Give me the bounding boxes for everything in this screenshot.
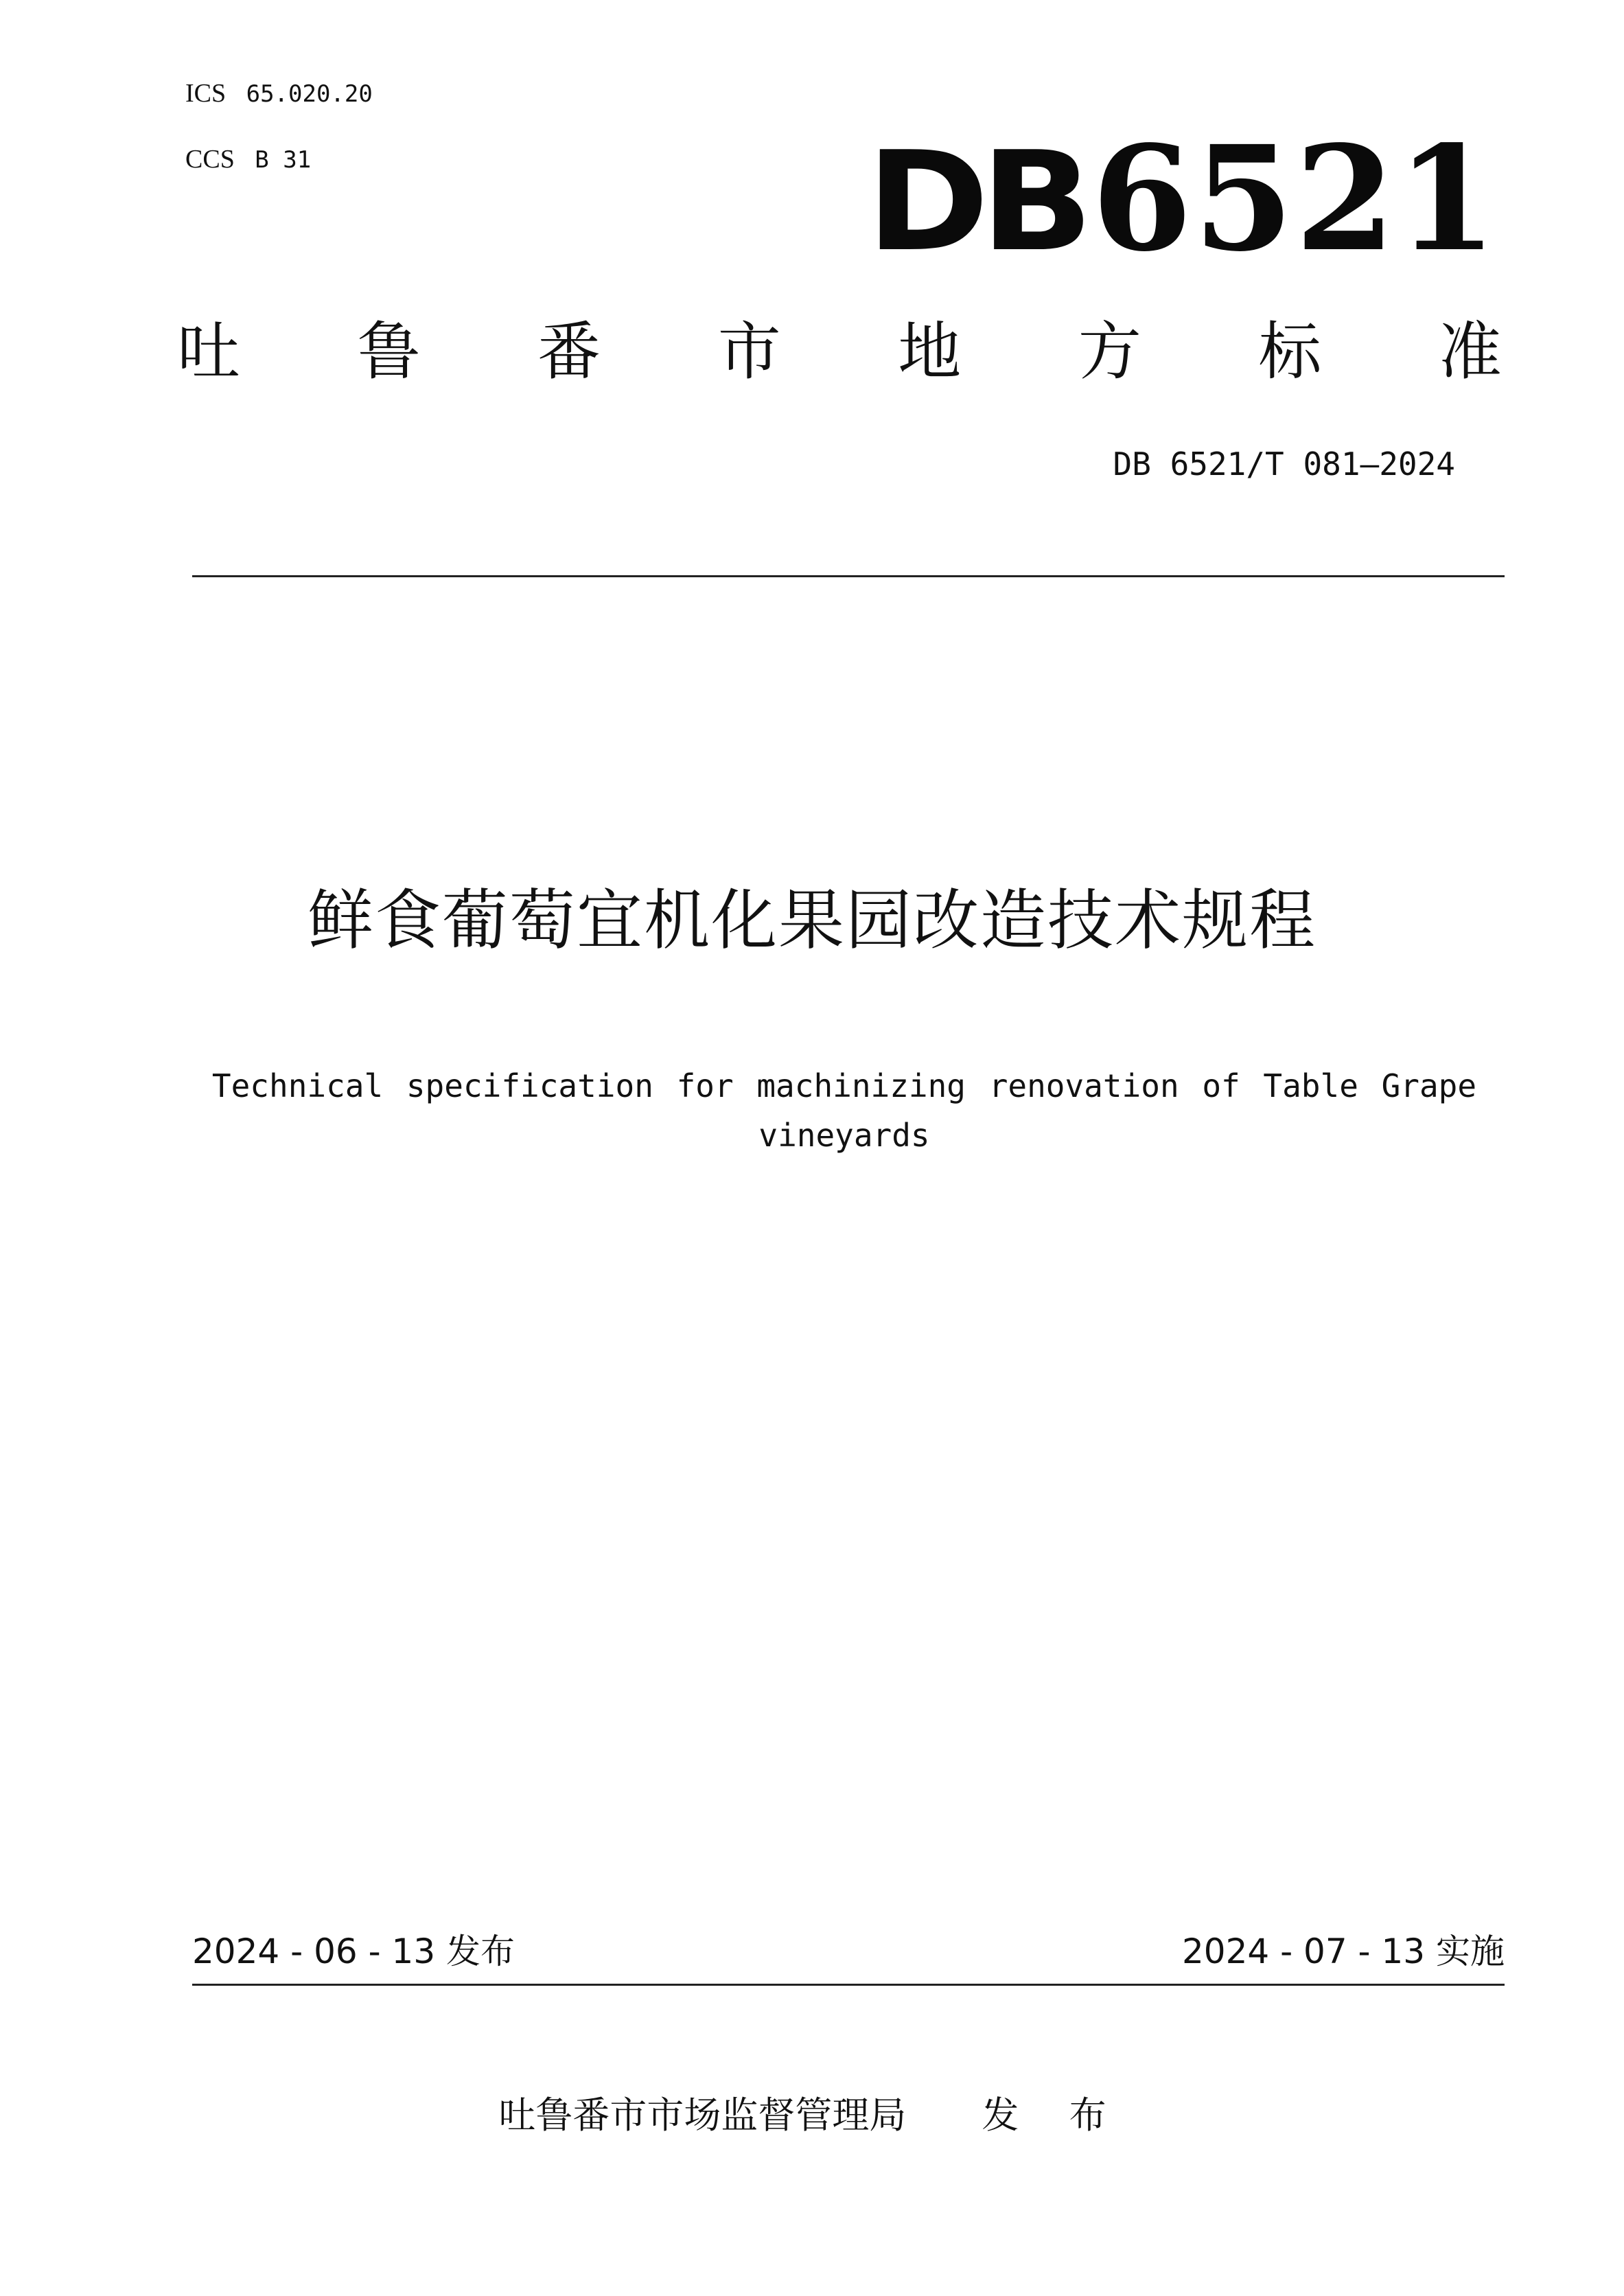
ccs-label: CCS: [185, 145, 235, 174]
publish-date: 2024 - 06 - 13 发布: [192, 1932, 515, 1971]
standard-type-char: 番: [537, 315, 601, 389]
top-divider: [192, 575, 1505, 577]
ics-code: 65.020.20: [246, 80, 373, 108]
issue-action: 发 布: [982, 2094, 1126, 2137]
english-title-line-1: Technical specification for machinizing renovation of Table Grape: [211, 1067, 1477, 1104]
standard-type-char: 标: [1258, 315, 1322, 389]
standard-type-char: 吐: [177, 315, 241, 389]
standard-type-heading: [177, 314, 1502, 390]
standard-type-char: 市: [717, 315, 781, 389]
standard-type-char: 方: [1078, 315, 1141, 389]
standard-type-char: 准: [1438, 315, 1502, 389]
logo-number: 6521: [1091, 114, 1498, 283]
standard-number: DB 6521/T 081—2024: [1113, 445, 1455, 483]
ccs-code: B 31: [255, 146, 312, 174]
db-standard-logo: [866, 114, 1498, 283]
issuing-authority: [0, 2091, 1624, 2140]
english-title-line-2: vineyards: [758, 1117, 930, 1154]
chinese-title: 鲜食葡萄宜机化果园改造技术规程: [308, 882, 1316, 959]
standard-type-char: 地: [898, 315, 962, 389]
ics-label: ICS: [185, 79, 227, 108]
ccs-classification: [185, 143, 311, 176]
ics-classification: [185, 77, 373, 111]
issuer-name: 吐鲁番市市场监督管理局: [498, 2094, 907, 2137]
logo-letters: DB: [866, 122, 1085, 282]
bottom-divider: [192, 1984, 1505, 1986]
implementation-date: 2024 - 07 - 13 实施: [1181, 1932, 1505, 1971]
standard-type-char: 鲁: [357, 315, 421, 389]
english-title: [206, 1061, 1483, 1160]
